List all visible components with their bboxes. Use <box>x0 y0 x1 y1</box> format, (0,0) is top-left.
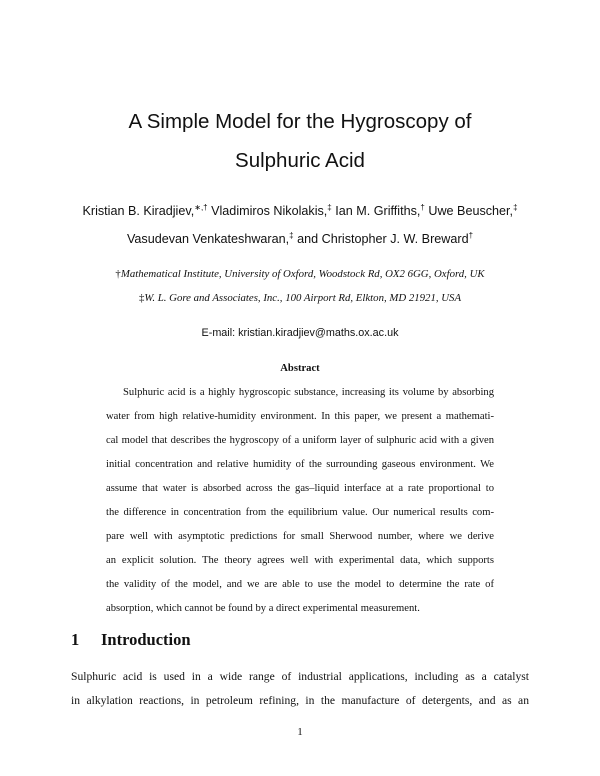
abstract-line: pare well with asymptotic predictions for small Sherwood number, where we derive <box>106 531 494 542</box>
abstract-line: absorption, which cannot be found by a direct experimental measurement. <box>106 603 420 614</box>
paper-title-line-2: Sulphuric Acid <box>235 149 365 172</box>
author-name: Vladimiros Nikolakis, <box>211 204 328 218</box>
section-number: 1 <box>71 630 80 649</box>
affiliation-mark: ‡ <box>138 292 145 304</box>
body-text-line: Sulphuric acid is used in a wide range of industrial applications, including as a catalyst <box>71 670 529 683</box>
abstract-line: Sulphuric acid is a highly hygroscopic substance, increasing its volume by absorbing <box>123 387 494 398</box>
page-number: 1 <box>297 726 303 738</box>
abstract-heading: Abstract <box>280 363 320 374</box>
author-mark: † <box>468 231 474 240</box>
abstract-line: the difference in concentration from the equilibrium value. Our numerical results com- <box>106 507 494 518</box>
abstract-line: assume that water is absorbed across the gas–liquid interface at a rate proportional to <box>106 483 494 494</box>
affiliation-mark: † <box>115 268 121 280</box>
email-address[interactable]: kristian.kiradjiev@maths.ox.ac.uk <box>238 327 399 339</box>
abstract-line: initial concentration and relative humidity of the surrounding gaseous environment. We <box>106 459 494 470</box>
abstract-line: an explicit solution. The theory agrees well with experimental data, which supports <box>106 555 494 566</box>
affiliation-text: Mathematical Institute, University of Oxford, Woodstock Rd, OX2 6GG, Oxford, UK <box>120 268 485 280</box>
author-mark: ∗,† <box>194 203 208 212</box>
paper-title-line-1: A Simple Model for the Hygroscopy of <box>128 110 472 133</box>
author-list-line-2 <box>0 232 600 246</box>
email-label: E-mail: <box>201 327 236 339</box>
author-list-line-1 <box>0 204 600 218</box>
author-name: Vasudevan Venkateshwaran, <box>126 232 290 246</box>
affiliation-gore <box>0 292 600 304</box>
body-text-line: in alkylation reactions, in petroleum refining, in the manufacture of detergents, and as an <box>71 694 529 707</box>
abstract-line: cal model that describes the hygroscopy of a uniform layer of sulphuric acid with a given <box>106 435 494 446</box>
author-mark: ‡ <box>513 203 518 212</box>
abstract-line: water from high relative-humidity environment. In this paper, we present a mathemati- <box>106 411 494 422</box>
author-mark: † <box>420 203 425 212</box>
section-heading <box>71 630 191 650</box>
affiliation-text: W. L. Gore and Associates, Inc., 100 Airport Rd, Elkton, MD 21921, USA <box>144 292 462 304</box>
affiliation-oxford <box>0 268 600 280</box>
author-mark: ‡ <box>289 231 294 240</box>
section-title: Introduction <box>101 630 191 649</box>
contact-email <box>0 327 600 339</box>
abstract-line: the validity of the model, and we are able to use the model to determine the rate of <box>106 579 494 590</box>
author-mark: ‡ <box>327 203 332 212</box>
author-name: Kristian B. Kiradjiev, <box>82 204 195 218</box>
author-name: Ian M. Griffiths, <box>335 204 421 218</box>
author-name: Uwe Beuscher, <box>428 204 514 218</box>
author-name: and Christopher J. W. Breward <box>297 232 469 246</box>
